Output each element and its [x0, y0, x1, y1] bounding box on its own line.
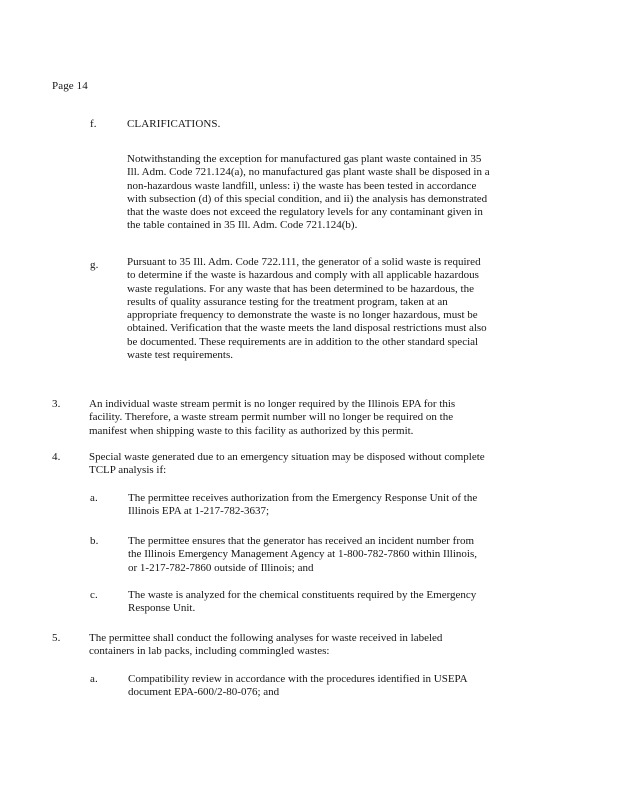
item-5a-label: a. — [90, 673, 98, 685]
item-4a-paragraph: The permittee receives authorization from the Emergency Response Unit of the Illinois EPA at 1-217-782-3637; — [128, 492, 478, 518]
item-4-paragraph: Special waste generated due to an emergency situation may be disposed without complete TCLP analysis if: — [89, 451, 485, 477]
section-g-paragraph: Pursuant to 35 Ill. Adm. Code 722.111, the generator of a solid waste is required to determine if the waste is hazardous and comply with all applicable hazardous waste regulations. For any waste that has been determined to be hazardous, the results of quality assurance testing for the treatment program, taken at an appropriate frequency to demonstrate the waste is no longer hazardous, must be obtained. Verification that the waste meets the land disposal restrictions must also be documented. These requirements are in addition to the other standard special waste test requirements. — [127, 256, 487, 362]
section-f-heading: CLARIFICATIONS. — [127, 118, 221, 130]
item-4a-label: a. — [90, 492, 98, 504]
item-5-label: 5. — [52, 632, 61, 644]
section-g-label: g. — [90, 259, 99, 271]
item-4-label: 4. — [52, 451, 61, 463]
item-5a-paragraph: Compatibility review in accordance with the procedures identified in USEPA document EPA-600/2-80-076; and — [128, 673, 467, 699]
item-4c-label: c. — [90, 589, 98, 601]
section-f-paragraph: Notwithstanding the exception for manufactured gas plant waste contained in 35 Ill. Adm. Code 721.124(a), no manufactured gas plant waste shall be disposed in a non-hazardous waste landfill, unless: i) the waste has been tested in accordance with subsection (d) of this special condition, and ii) the analysis has demonstrated that the waste does not exceed the regulatory levels for any contaminant given in the table contained in 35 Ill. Adm. Code 721.124(b). — [127, 153, 490, 232]
item-4c-paragraph: The waste is analyzed for the chemical constituents required by the Emergency Response Unit. — [128, 589, 477, 615]
page-number: Page 14 — [52, 80, 88, 92]
item-4b-paragraph: The permittee ensures that the generator has received an incident number from the Illinois Emergency Management Agency at 1-800-782-7860 within Illinois, or 1-217-782-7860 outside of Illinois; and — [128, 535, 477, 574]
item-3-label: 3. — [52, 398, 61, 410]
section-f-label: f. — [90, 118, 97, 130]
item-4b-label: b. — [90, 535, 99, 547]
item-3-paragraph: An individual waste stream permit is no longer required by the Illinois EPA for this facility. Therefore, a waste stream permit number will no longer be required on the manifest when shipping waste to this facility as authorized by this permit. — [89, 398, 456, 437]
item-5-paragraph: The permittee shall conduct the following analyses for waste received in labeled containers in lab packs, including commingled wastes: — [89, 632, 443, 658]
